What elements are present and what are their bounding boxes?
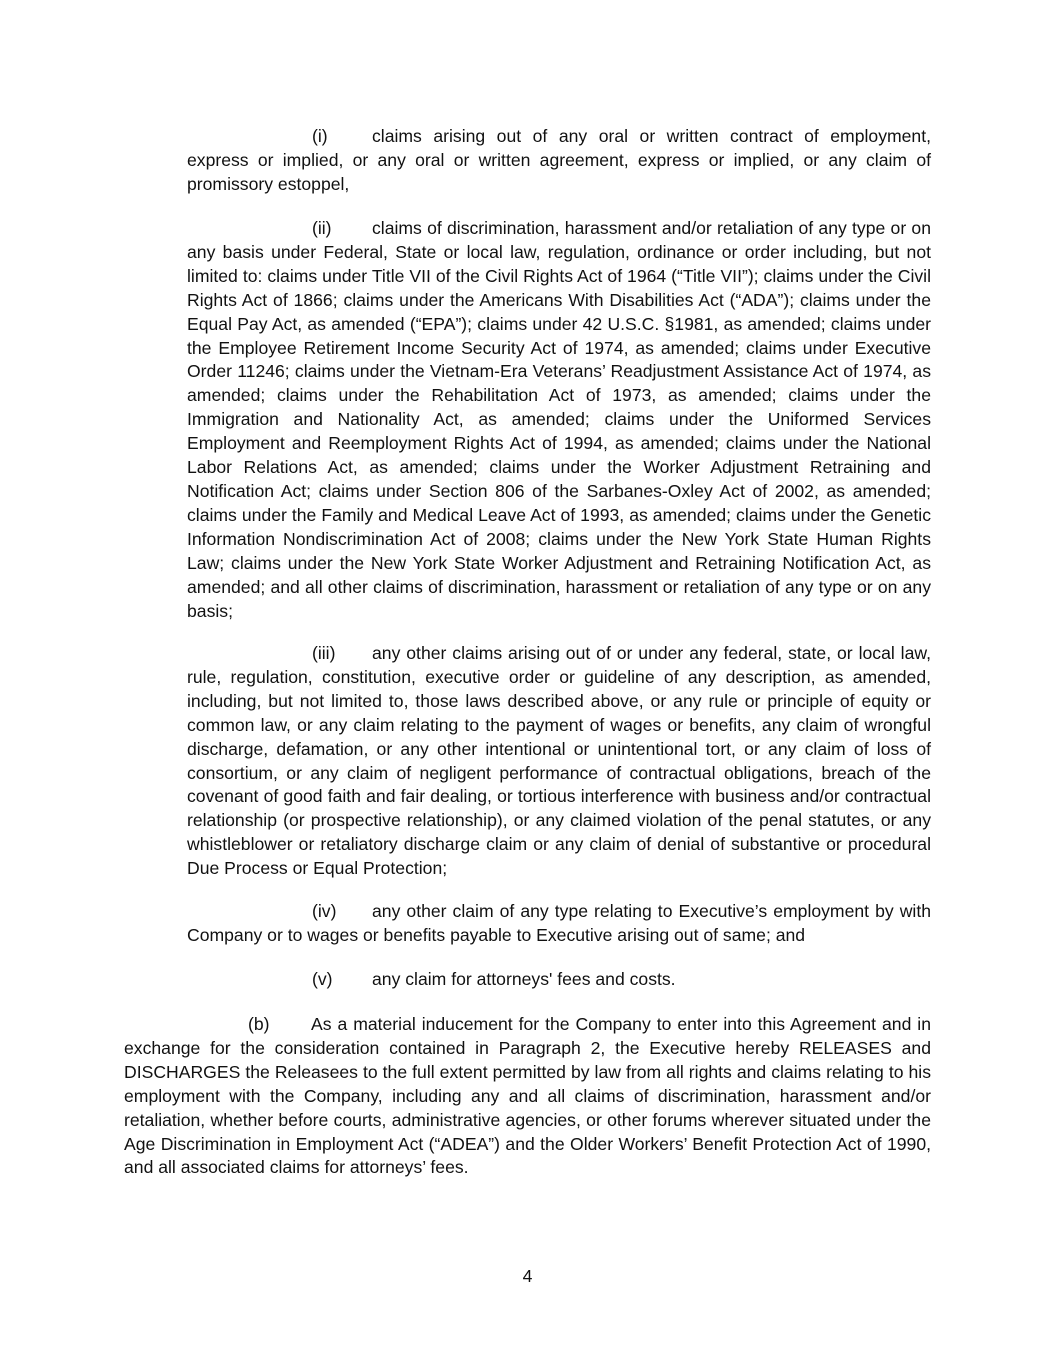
- clause-i: [187, 125, 931, 197]
- page-number: 4: [522, 1266, 533, 1286]
- clause-ii: [187, 217, 931, 623]
- paragraph-b-label: (b): [248, 1014, 270, 1034]
- clause-ii-text: claims of discrimination, harassment and/or retaliation of any type or on any basis under Federal, State or local law, regulation, ordinance or order including, but not limited to: claims under Title VII of the Civil Rights Act of 1964 (“Title VII”); claims under the Civil Rights Act of 1866; claims under the Americans With Disabilities Act (“ADA”); claims under the Equal Pay Act, as amended (“EPA”); claims under 42 U.S.C. §1981, as amended; claims under the Employee Retirement Income Security Act of 1974, as amended; claims under Executive Order 11246; claims under the Vietnam-Era Veterans’ Readjustment Assistance Act of 1974, as amended; claims under the Rehabilitation Act of 1973, as amended; claims under the Immigration and Nationality Act, as amended; claims under the Uniformed Services Employment and Reemployment Rights Act of 1994, as amended; claims under the National Labor Relations Act, as amended; claims under the Worker Adjustment Retraining and Notification Act; claims under Section 806 of the Sarbanes-Oxley Act of 2002, as amended; claims under the Family and Medical Leave Act of 1993, as amended; claims under the Genetic Information Nondiscrimination Act of 2008; claims under the New York State Human Rights Law; claims under the New York State Worker Adjustment and Retraining Notification Act, as amended; and all other claims of discrimination, harassment or retaliation of any type or on any basis;: [187, 218, 931, 621]
- clause-iii: [187, 642, 931, 881]
- paragraph-b-text: As a material inducement for the Company to enter into this Agreement and in exchange for the consideration contained in Paragraph 2, the Executive hereby RELEASES and DISCHARGES the Releasees to the full extent permitted by law from all rights and claims relating to his employment with the Company, including any and all claims of discrimination, harassment and/or retaliation, whether before courts, administrative agencies, or other forums wherever situated under the Age Discrimination in Employment Act (“ADEA”) and the Older Workers’ Benefit Protection Act of 1990, and all associated claims for attorneys’ fees.: [124, 1014, 931, 1178]
- clause-iv: [187, 900, 931, 948]
- clause-iii-label: (iii): [312, 643, 336, 663]
- clause-iv-label: (iv): [312, 901, 337, 921]
- clause-iv-text: any other claim of any type relating to Executive’s employment by with Company or to wages or benefits payable to Executive arising out of same; and: [187, 901, 931, 945]
- clause-v-text: any claim for attorneys' fees and costs.: [372, 969, 676, 989]
- clause-i-text: claims arising out of any oral or written contract of employment, express or implied, or any oral or written agreement, express or implied, or any claim of promissory estoppel,: [187, 126, 931, 194]
- clause-iii-text: any other claims arising out of or under any federal, state, or local law, rule, regulation, constitution, executive order or guideline of any description, as amended, including, but not limited to, those laws described above, or any rule or principle of equity or common law, or any claim relating to the payment of wages or benefits, any claim of wrongful discharge, defamation, or any other intentional or unintentional tort, or any claim of loss of consortium, or any claim of negligent performance of contractual obligations, breach of the covenant of good faith and fair dealing, or tortious interference with business and/or contractual relationship (or prospective relationship), or any claimed violation of the penal statutes, or any whistleblower or retaliatory discharge claim or any claim of denial of substantive or procedural Due Process or Equal Protection;: [187, 643, 931, 879]
- paragraph-b: [124, 1013, 931, 1180]
- clause-ii-label: (ii): [312, 218, 332, 238]
- clause-i-label: (i): [312, 126, 328, 146]
- clause-v-label: (v): [312, 969, 333, 989]
- clause-v: [187, 968, 931, 992]
